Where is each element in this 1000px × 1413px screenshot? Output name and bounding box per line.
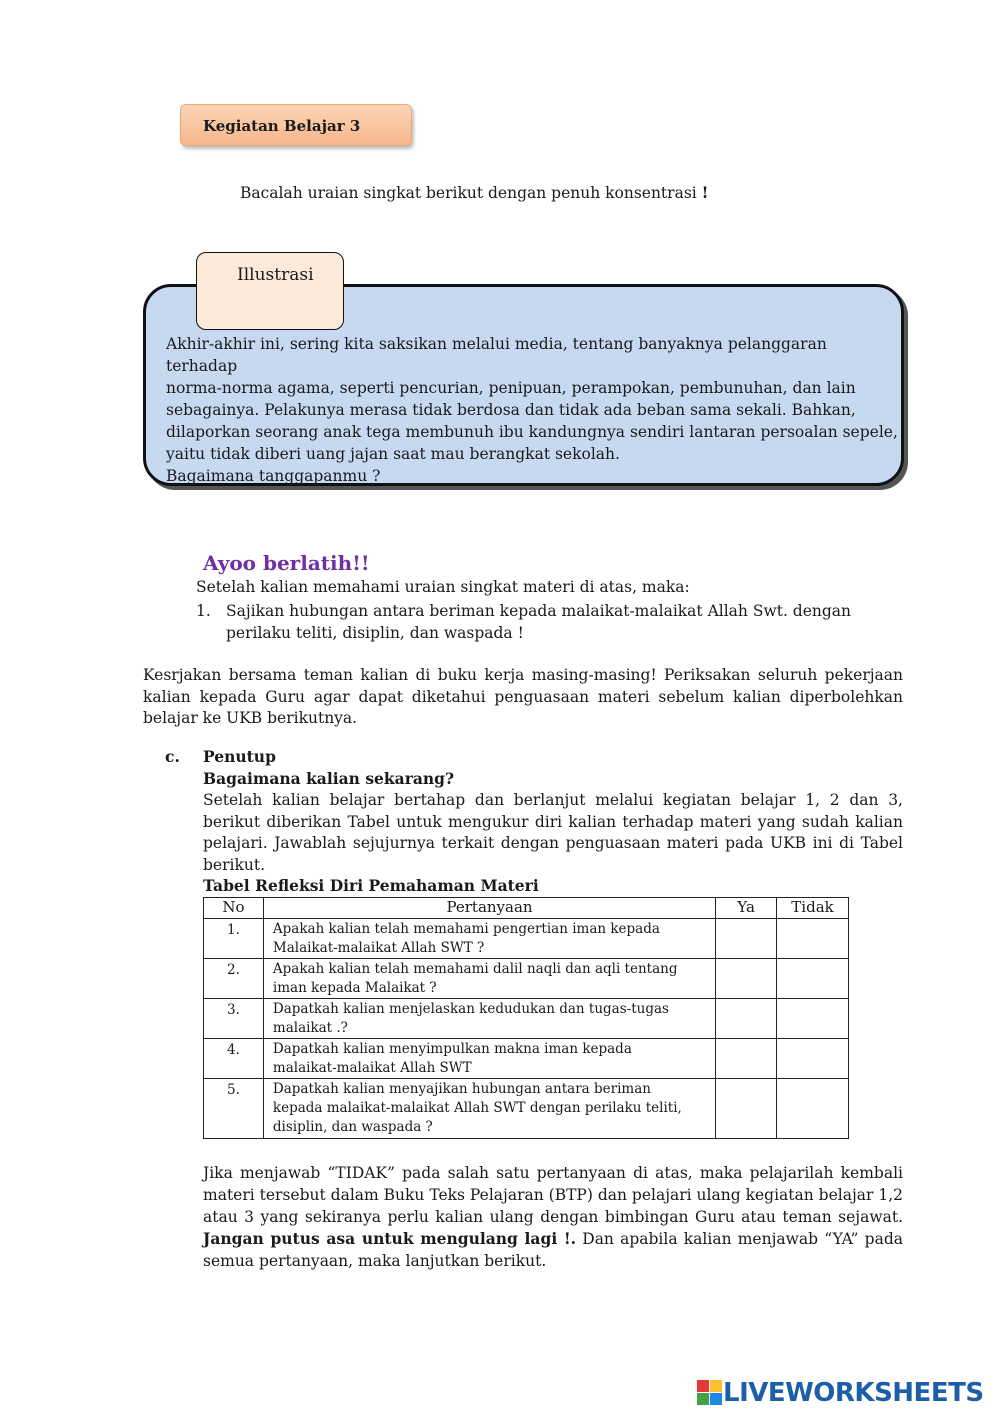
- illustration-line: Akhir-akhir ini, sering kita saksikan melalui media, tentang banyaknya pelanggaran terhadap: [166, 335, 827, 375]
- intro-instruction: [240, 183, 708, 202]
- closing-section-subtitle: Bagaimana kalian sekarang?: [203, 769, 455, 788]
- table-row: [204, 959, 849, 999]
- closing-paragraph: [203, 1163, 903, 1273]
- row-number: 3.: [204, 999, 264, 1039]
- row-question: Dapatkah kalian menyajikan hubungan antara beriman kepada malaikat-malaikat Allah SWT dengan perilaku teliti, disiplin, dan waspada ?: [263, 1079, 715, 1139]
- illustration-text: [166, 333, 901, 487]
- task-number: 1.: [196, 602, 211, 620]
- illustration-line: dilaporkan seorang anak tega membunuh ibu kandungnya sendiri lantaran persoalan sepele,: [166, 423, 898, 441]
- row-question: Dapatkah kalian menjelaskan kedudukan dan tugas-tugas malaikat .?: [263, 999, 715, 1039]
- row-question: Apakah kalian telah memahami dalil naqli dan aqli tentang iman kepada Malaikat ?: [263, 959, 715, 999]
- table-row: [204, 1079, 849, 1139]
- intro-text: Bacalah uraian singkat berikut dengan penuh konsentrasi: [240, 184, 697, 202]
- header-yes: Ya: [716, 898, 777, 919]
- practice-heading: Ayoo berlatih!!: [203, 551, 370, 575]
- table-row: [204, 919, 849, 959]
- answer-yes-cell[interactable]: [716, 999, 777, 1039]
- section-header-tab: [180, 104, 412, 146]
- practice-task: [196, 600, 876, 644]
- answer-yes-cell[interactable]: [716, 959, 777, 999]
- row-number: 2.: [204, 959, 264, 999]
- illustration-line: sebagainya. Pelakunya merasa tidak berdosa dan tidak ada beban sama sekali. Bahkan,: [166, 401, 856, 419]
- answer-no-cell[interactable]: [777, 999, 849, 1039]
- table-row: [204, 999, 849, 1039]
- answer-no-cell[interactable]: [777, 1039, 849, 1079]
- row-question: Apakah kalian telah memahami pengertian iman kepada Malaikat-malaikat Allah SWT ?: [263, 919, 715, 959]
- work-instruction: Kesrjakan bersama teman kalian di buku kerja masing-masing! Periksakan seluruh pekerjaan kalian kepada Guru agar dapat diketahui penguasaan materi sebelum kalian diperbolehkan belajar ke UKB berikutnya.: [143, 666, 903, 727]
- row-number: 5.: [204, 1079, 264, 1139]
- answer-no-cell[interactable]: [777, 919, 849, 959]
- illustration-tab: [196, 252, 344, 330]
- closing-emphasis: Jangan putus asa untuk mengulang lagi !.: [203, 1229, 577, 1249]
- row-number: 4.: [204, 1039, 264, 1079]
- task-line: Sajikan hubungan antara beriman kepada malaikat-malaikat Allah Swt. dengan: [226, 602, 852, 620]
- row-number: 1.: [204, 919, 264, 959]
- illustration-line: norma-norma agama, seperti pencurian, penipuan, perampokan, pembunuhan, dan lain: [166, 379, 856, 397]
- logo-mark-icon: [697, 1380, 723, 1406]
- header-no: No: [204, 898, 264, 919]
- table-header-row: [204, 898, 849, 919]
- answer-no-cell[interactable]: [777, 1079, 849, 1139]
- illustration-label: Illustrasi: [237, 265, 314, 285]
- closing-text-end: Dan apabila kalian menjawab “YA” pada semua pertanyaan, maka lanjutkan berikut.: [203, 1230, 903, 1271]
- closing-section-letter: c.: [165, 747, 180, 766]
- header-no-answer: Tidak: [777, 898, 849, 919]
- illustration-question: Bagaimana tanggapanmu ?: [166, 467, 381, 485]
- answer-no-cell[interactable]: [777, 959, 849, 999]
- closing-text: Jika menjawab “TIDAK” pada salah satu pertanyaan di atas, maka pelajarilah kembali materi tersebut dalam Buku Teks Pelajaran (BTP) dan pelajari ulang kegiatan belajar 1,2 atau 3 yang sekiranya perlu kalian ulang dengan bimbingan Guru atau teman sejawat.: [203, 1164, 903, 1226]
- section-header-label: Kegiatan Belajar 3: [203, 117, 361, 135]
- intro-exclamation: !: [701, 183, 709, 202]
- practice-lead: Setelah kalian memahami uraian singkat materi di atas, maka:: [196, 578, 690, 596]
- illustration-line: yaitu tidak diberi uang jajan saat mau berangkat sekolah.: [166, 445, 620, 463]
- answer-yes-cell[interactable]: [716, 919, 777, 959]
- answer-yes-cell[interactable]: [716, 1079, 777, 1139]
- closing-section-paragraph: Setelah kalian belajar bertahap dan berlanjut melalui kegiatan belajar 1, 2 dan 3, berikut diberikan Tabel untuk mengukur diri kalian terhadap materi yang sudah kalian pelajari. Jawablah sejujurnya terkait dengan penguasaan materi pada UKB ini di Tabel berikut.: [203, 791, 903, 874]
- table-row: [204, 1039, 849, 1079]
- header-question: Pertanyaan: [263, 898, 715, 919]
- answer-yes-cell[interactable]: [716, 1039, 777, 1079]
- row-question: Dapatkah kalian menyimpulkan makna iman kepada malaikat-malaikat Allah SWT: [263, 1039, 715, 1079]
- task-line: perilaku teliti, disiplin, dan waspada !: [226, 624, 524, 642]
- reflection-table: [203, 897, 849, 1139]
- closing-section-title: Penutup: [203, 747, 276, 766]
- table-title: Tabel Refleksi Diri Pemahaman Materi: [203, 876, 539, 895]
- logo-text: LIVEWORKSHEETS: [723, 1378, 984, 1408]
